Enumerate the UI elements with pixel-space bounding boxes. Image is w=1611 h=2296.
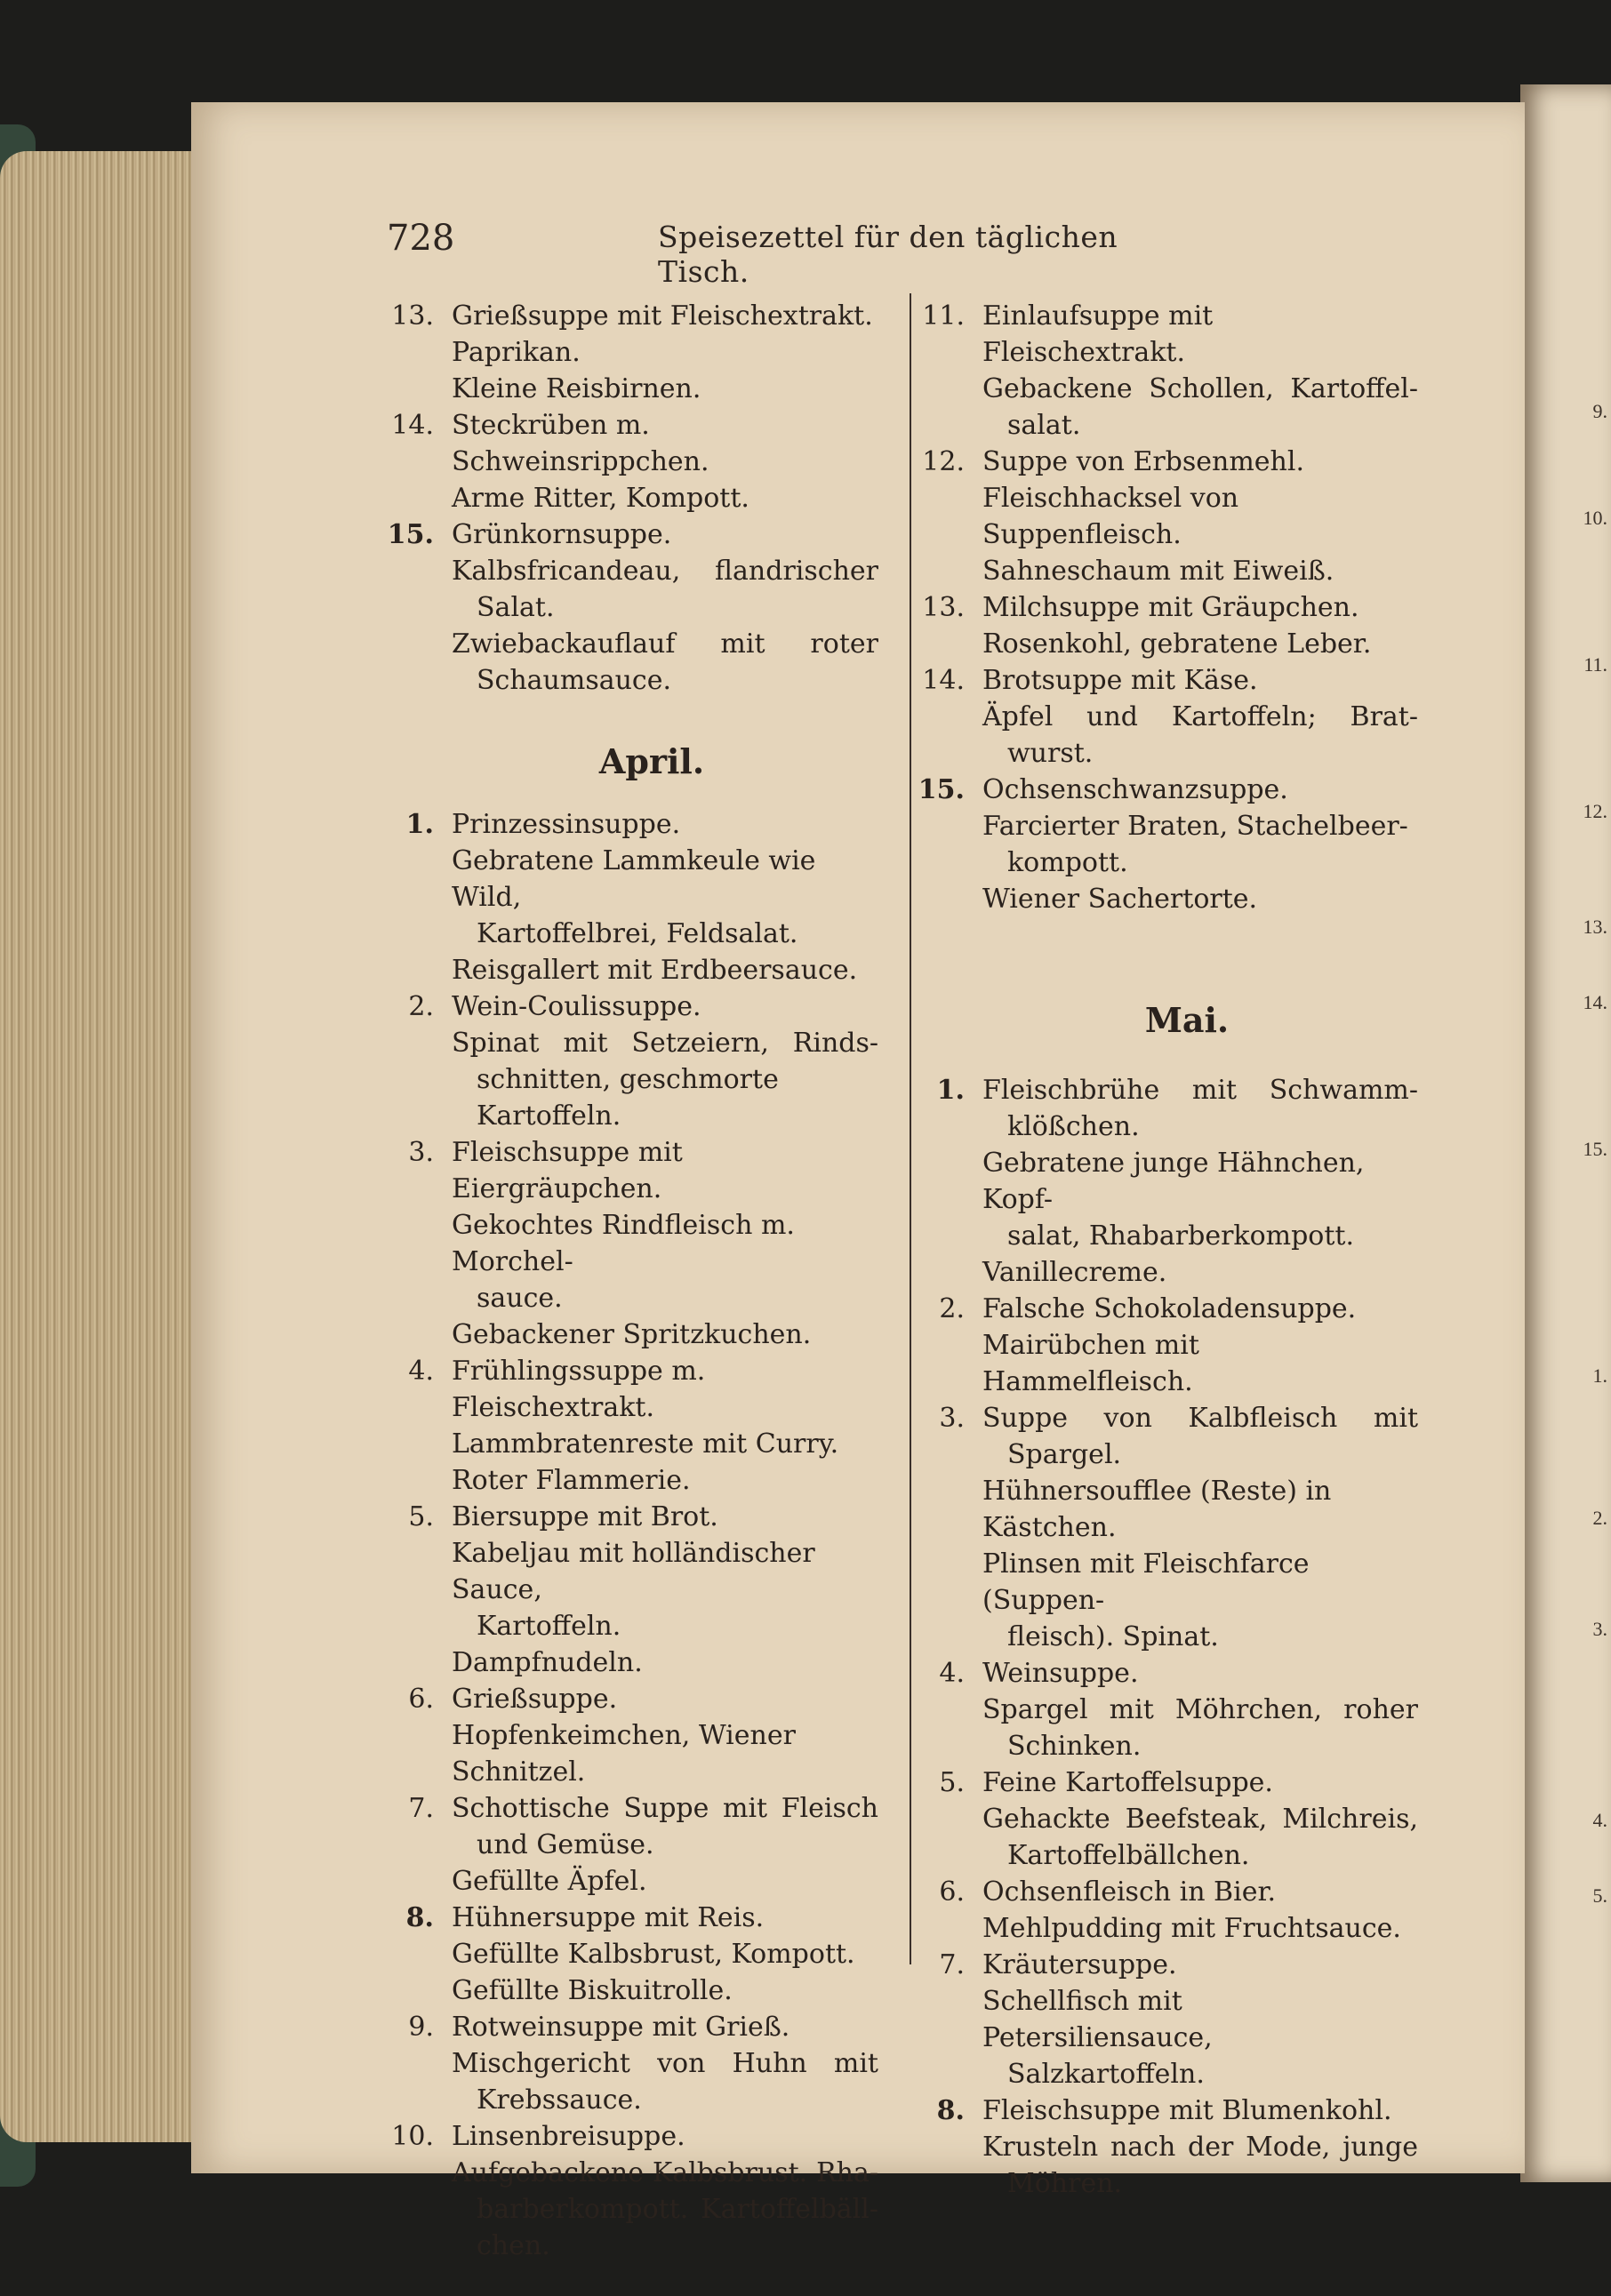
dish-line: Gefüllte Kalbsbrust, Kompott.	[452, 1939, 855, 1970]
dish-line: Zwiebackauflauf mit roter	[452, 628, 878, 660]
dish-line: Frühlingssuppe m. Fleischextrakt.	[452, 1356, 706, 1423]
dish-line: Fleischsuppe mit Blumenkohl.	[982, 2095, 1392, 2126]
facing-page-number: 2.	[1592, 1507, 1607, 1529]
april-list	[381, 806, 878, 2264]
dish-line: Farcierter Braten, Stachelbeer-	[982, 811, 1408, 842]
dish-line: Spargel.	[1007, 1439, 1122, 1470]
menu-entry	[381, 1353, 878, 1499]
dish-line: Fleischbrühe mit Schwamm-	[982, 1075, 1418, 1106]
day-number: 6.	[408, 1684, 434, 1715]
dish-line: Schellfisch mit Petersiliensauce,	[982, 1986, 1213, 2053]
dish-line: Salzkartoffeln.	[1007, 2059, 1205, 2090]
dish-line: Kalbsfricandeau, flandrischer	[452, 556, 878, 587]
dish-line: Mischgericht von Huhn mit	[452, 2048, 878, 2079]
menu-entry	[911, 1655, 1418, 1764]
dish-line: Salat.	[477, 592, 555, 623]
dish-line: Prinzessinsuppe.	[452, 809, 681, 840]
dish-line: Biersuppe mit Brot.	[452, 1501, 718, 1532]
dish-line: Aufgebackene Kalbsbrust. Rha-	[452, 2157, 878, 2188]
dish-line: Suppe von Kalbfleisch mit	[982, 1403, 1418, 1434]
day-number: 3.	[939, 1403, 965, 1434]
dish-line: Roter Flammerie.	[452, 1465, 691, 1496]
dish-line: Hühnersoufflee (Reste) in Kästchen.	[982, 1476, 1332, 1543]
dish-line: Mairübchen mit Hammelfleisch.	[982, 1330, 1199, 1397]
may-list	[911, 1072, 1418, 2202]
dish-line: Reisgallert mit Erdbeersauce.	[452, 955, 858, 986]
day-number: 8.	[936, 2095, 965, 2126]
dish-line: sauce.	[477, 1283, 563, 1314]
page-header	[387, 218, 1142, 289]
day-number: 4.	[939, 1658, 965, 1689]
may-heading: Mai.	[1144, 1000, 1230, 1040]
menu-entry	[381, 806, 878, 988]
april-list-continued	[911, 298, 1418, 917]
facing-page-number: 15.	[1583, 1138, 1607, 1160]
menu-entry	[911, 1874, 1418, 1947]
dish-line: Kartoffelbrei, Feldsalat.	[477, 918, 798, 949]
dish-line: wurst.	[1007, 738, 1094, 769]
dish-line: Steckrüben m. Schweinsrippchen.	[452, 410, 709, 477]
dish-line: Grießsuppe.	[452, 1684, 618, 1715]
dish-line: und Gemüse.	[477, 1829, 654, 1860]
left-column	[381, 298, 878, 2264]
menu-entry	[381, 1681, 878, 1790]
dish-line: Plinsen mit Fleischfarce (Suppen-	[982, 1548, 1310, 1616]
facing-page-number: 1.	[1592, 1364, 1607, 1387]
dish-line: Gebackener Spritzkuchen.	[452, 1319, 812, 1350]
dish-line: Arme Ritter, Kompott.	[452, 483, 749, 514]
dish-line: Fleischhacksel von Suppenfleisch.	[982, 483, 1239, 550]
dish-line: Gekochtes Rindfleisch m. Morchel-	[452, 1210, 795, 1277]
day-number: 5.	[408, 1501, 434, 1532]
dish-line: Fleischsuppe mit Eiergräupchen.	[452, 1137, 683, 1204]
dish-line: Linsenbreisuppe.	[452, 2121, 685, 2152]
dish-line: Grünkornsuppe.	[452, 519, 672, 550]
dish-line: Kartoffelbällchen.	[1007, 1840, 1250, 1871]
dish-line: Grießsuppe mit Fleischextrakt.	[452, 300, 873, 332]
dish-line: Milchsuppe mit Gräupchen.	[982, 592, 1359, 623]
dish-line: Kleine Reisbirnen.	[452, 373, 701, 404]
menu-entry	[381, 988, 878, 1134]
menu-entry	[911, 772, 1418, 917]
page-number: 728	[387, 218, 455, 259]
menu-entry	[911, 1947, 1418, 2092]
dish-line: Feine Kartoffelsuppe.	[982, 1767, 1273, 1798]
facing-page-number: 11.	[1583, 653, 1607, 676]
facing-page-number: 13.	[1583, 916, 1607, 938]
dish-line: salat, Rhabarberkompott.	[1007, 1220, 1355, 1252]
dish-line: Gehackte Beefsteak, Milchreis,	[982, 1804, 1418, 1835]
dish-line: Einlaufsuppe mit Fleischextrakt.	[982, 300, 1214, 368]
april-heading: April.	[598, 741, 705, 781]
menu-entry	[381, 1499, 878, 1681]
dish-line: Sahneschaum mit Eiweiß.	[982, 556, 1334, 587]
menu-entry	[911, 662, 1418, 772]
dish-line: Hühnersuppe mit Reis.	[452, 1902, 765, 1933]
dish-line: Spinat mit Setzeiern, Rinds-	[452, 1028, 878, 1059]
dish-line: Kabeljau mit holländischer Sauce,	[452, 1538, 815, 1605]
menu-entry	[911, 298, 1418, 444]
day-number: 7.	[408, 1793, 434, 1824]
facing-page-number: 3.	[1592, 1618, 1607, 1640]
dish-line: Ochsenschwanzsuppe.	[982, 774, 1288, 805]
dish-line: Kräutersuppe.	[982, 1949, 1177, 1980]
dish-line: Ochsenfleisch in Bier.	[982, 1876, 1277, 1908]
dish-line: salat.	[1007, 410, 1081, 441]
menu-entry	[381, 1134, 878, 1353]
page-stack-edge	[0, 151, 209, 2142]
dish-line: Spargel mit Möhrchen, roher	[982, 1694, 1418, 1725]
menu-entry	[381, 298, 878, 407]
dish-line: barberkompott. Kartoffelbäll-	[477, 2194, 878, 2225]
day-number: 2.	[408, 991, 434, 1022]
dish-line: Brotsuppe mit Käse.	[982, 665, 1258, 696]
menu-entry	[911, 589, 1418, 662]
dish-line: Dampfnudeln.	[452, 1647, 643, 1678]
dish-line: Lammbratenreste mit Curry.	[452, 1428, 839, 1460]
dish-line: Schottische Suppe mit Fleisch	[452, 1793, 878, 1824]
dish-line: Wiener Sachertorte.	[982, 884, 1258, 915]
menu-entry	[381, 407, 878, 516]
day-number: 5.	[939, 1767, 965, 1798]
day-number: 8.	[405, 1902, 434, 1933]
march-list	[381, 298, 878, 699]
dish-line: Weinsuppe.	[982, 1658, 1139, 1689]
menu-entry	[911, 1764, 1418, 1874]
facing-page-number: 5.	[1592, 1884, 1607, 1907]
right-column	[911, 298, 1418, 2202]
day-number: 14.	[391, 410, 434, 441]
dish-line: Äpfel und Kartoffeln; Brat-	[982, 701, 1418, 732]
dish-line: chen.	[477, 2230, 550, 2261]
dish-line: Gefüllte Biskuitrolle.	[452, 1975, 733, 2006]
facing-page-number: 4.	[1592, 1809, 1607, 1831]
next-page-numbers	[1574, 0, 1611, 2296]
dish-line: Suppe von Erbsenmehl.	[982, 446, 1305, 477]
dish-line: kompott.	[1007, 847, 1128, 878]
day-number: 10.	[391, 2121, 434, 2152]
menu-entry	[911, 1072, 1418, 1291]
dish-line: Schinken.	[1007, 1731, 1142, 1762]
dish-line: fleisch). Spinat.	[1007, 1621, 1219, 1652]
menu-entry	[381, 1790, 878, 1900]
menu-entry	[381, 1900, 878, 2009]
day-number: 13.	[922, 592, 965, 623]
menu-entry	[381, 2118, 878, 2264]
day-number: 11.	[922, 300, 965, 332]
dish-line: Gebratene Lammkeule wie Wild,	[452, 845, 816, 913]
dish-line: Wein-Coulissuppe.	[452, 991, 701, 1022]
day-number: 12.	[922, 446, 965, 477]
day-number: 4.	[408, 1356, 434, 1387]
day-number: 13.	[391, 300, 434, 332]
running-title: Speisezettel für den täglichen Tisch.	[658, 220, 1118, 289]
dish-line: Schaumsauce.	[477, 665, 672, 696]
dish-line: Paprikan.	[452, 337, 581, 368]
facing-page-number: 10.	[1583, 507, 1607, 529]
menu-entry	[911, 1400, 1418, 1655]
facing-page-number: 9.	[1592, 400, 1607, 422]
menu-entry	[911, 2092, 1418, 2202]
dish-line: Gebratene junge Hähnchen, Kopf-	[982, 1148, 1365, 1215]
menu-entry	[911, 444, 1418, 589]
day-number: 9.	[408, 2012, 434, 2043]
menu-entry	[381, 2009, 878, 2118]
dish-line: Möhren.	[1007, 2168, 1123, 2199]
dish-line: Krusteln nach der Mode, junge	[982, 2132, 1418, 2163]
facing-page-number: 12.	[1583, 800, 1607, 822]
menu-entry	[911, 1291, 1418, 1400]
dish-line: Kartoffeln.	[477, 1611, 621, 1642]
dish-line: Falsche Schokoladensuppe.	[982, 1293, 1357, 1324]
dish-line: Gebackene Schollen, Kartoffel-	[982, 373, 1418, 404]
dish-line: Hopfenkeimchen, Wiener Schnitzel.	[452, 1720, 796, 1788]
day-number: 6.	[939, 1876, 965, 1908]
day-number: 2.	[939, 1293, 965, 1324]
facing-page-number: 14.	[1583, 991, 1607, 1013]
day-number: 3.	[408, 1137, 434, 1168]
dish-line: Krebssauce.	[477, 2084, 642, 2116]
dish-line: Vanillecreme.	[982, 1257, 1167, 1288]
dish-line: schnitten, geschmorte Kartoffeln.	[477, 1064, 779, 1132]
dish-line: Mehlpudding mit Fruchtsauce.	[982, 1913, 1401, 1944]
dish-line: Rotweinsuppe mit Grieß.	[452, 2012, 790, 2043]
dish-line: klößchen.	[1007, 1111, 1140, 1142]
day-number: 1.	[405, 809, 434, 840]
day-number: 15.	[918, 774, 965, 805]
day-number: 15.	[387, 519, 434, 550]
day-number: 7.	[939, 1949, 965, 1980]
dish-line: Rosenkohl, gebratene Leber.	[982, 628, 1372, 660]
menu-entry	[381, 516, 878, 699]
day-number: 14.	[922, 665, 965, 696]
day-number: 1.	[936, 1075, 965, 1106]
dish-line: Gefüllte Äpfel.	[452, 1866, 647, 1897]
